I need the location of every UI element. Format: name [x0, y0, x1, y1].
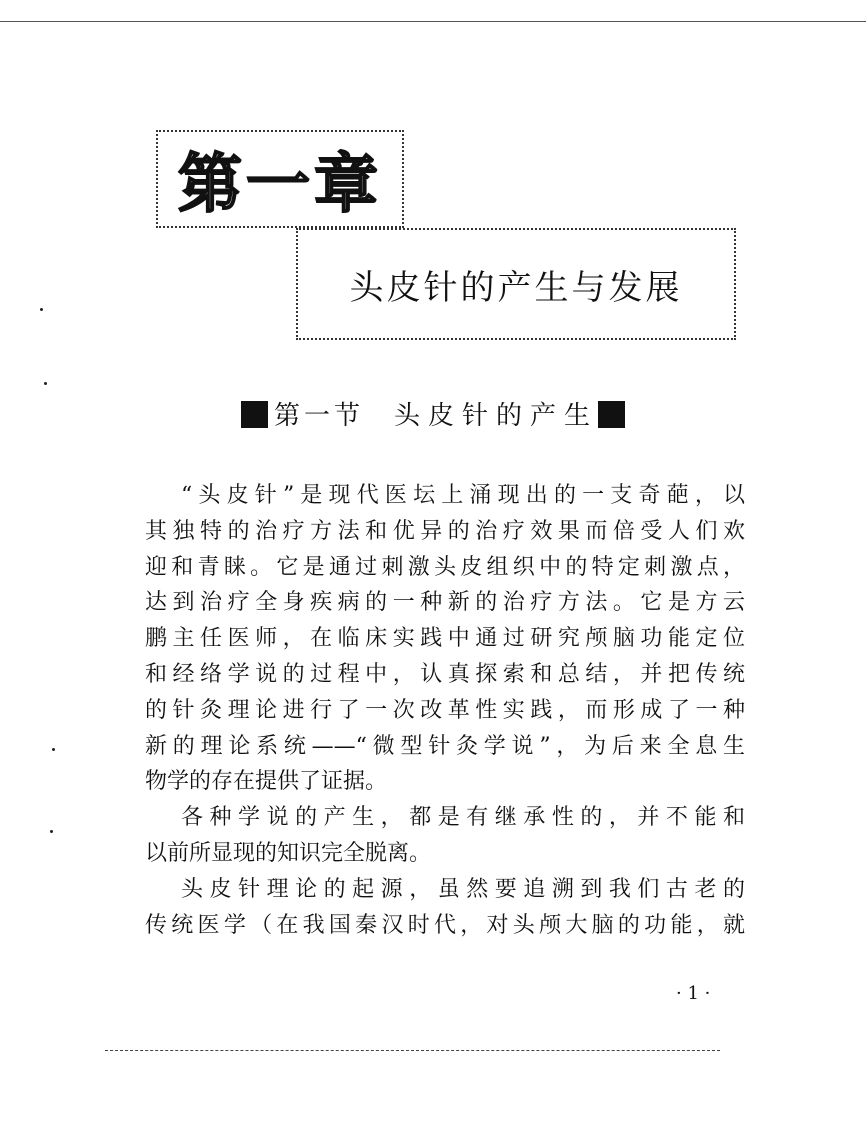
- scan-speck: [44, 382, 47, 385]
- text-line: “头皮针”是现代医坛上涌现出的一支奇葩，以: [181, 483, 745, 508]
- chapter-label-box: [156, 130, 404, 228]
- text-line: 各种学说的产生，都是有继承性的，并不能和: [181, 805, 745, 831]
- scan-speck: [40, 308, 43, 311]
- section-title: 头皮针的产生: [394, 401, 599, 431]
- text-line: 鹏主任医师，在临床实践中通过研究颅脑功能定位: [145, 626, 745, 652]
- text-line: 迎和青睐。它是通过刺激头皮组织中的特定刺激点，: [145, 554, 745, 580]
- text-line: 物学的存在提供了证据。: [145, 769, 388, 795]
- scan-speck: [50, 830, 53, 833]
- section-number: 第一节: [273, 401, 364, 431]
- text-line: 其独特的治疗方法和优异的治疗效果而倍受人们欢: [145, 518, 745, 544]
- text-line: 达到治疗全身疾病的一种新的治疗方法。它是方云: [145, 590, 745, 616]
- section-marker-left: [241, 401, 268, 428]
- chapter-title: 头皮针的产生与发展: [349, 267, 683, 308]
- chapter-label: 第一章: [178, 148, 382, 222]
- page-number: · 1 ·: [676, 983, 711, 1004]
- body-text: [145, 478, 745, 943]
- text-line: 新的理论系统——“微型针灸学说”，为后来全息生: [145, 733, 745, 759]
- scan-speck: [52, 748, 55, 751]
- chapter-title-box: [296, 228, 736, 340]
- text-line: 的针灸理论进行了一次改革性实践，而形成了一种: [145, 697, 745, 723]
- text-line: 传统医学（在我国秦汉时代，对头颅大脑的功能，就: [145, 912, 745, 938]
- section-marker-right: [598, 401, 625, 428]
- text-line: 和经络学说的过程中，认真探索和总结，并把传统: [145, 661, 745, 687]
- text-line: 头皮针理论的起源，虽然要追溯到我们古老的: [181, 876, 745, 902]
- text-line: 以前所显现的知识完全脱离。: [145, 840, 432, 866]
- section-heading: [0, 395, 866, 432]
- bottom-rule: [105, 1050, 720, 1051]
- top-rule: [0, 21, 866, 22]
